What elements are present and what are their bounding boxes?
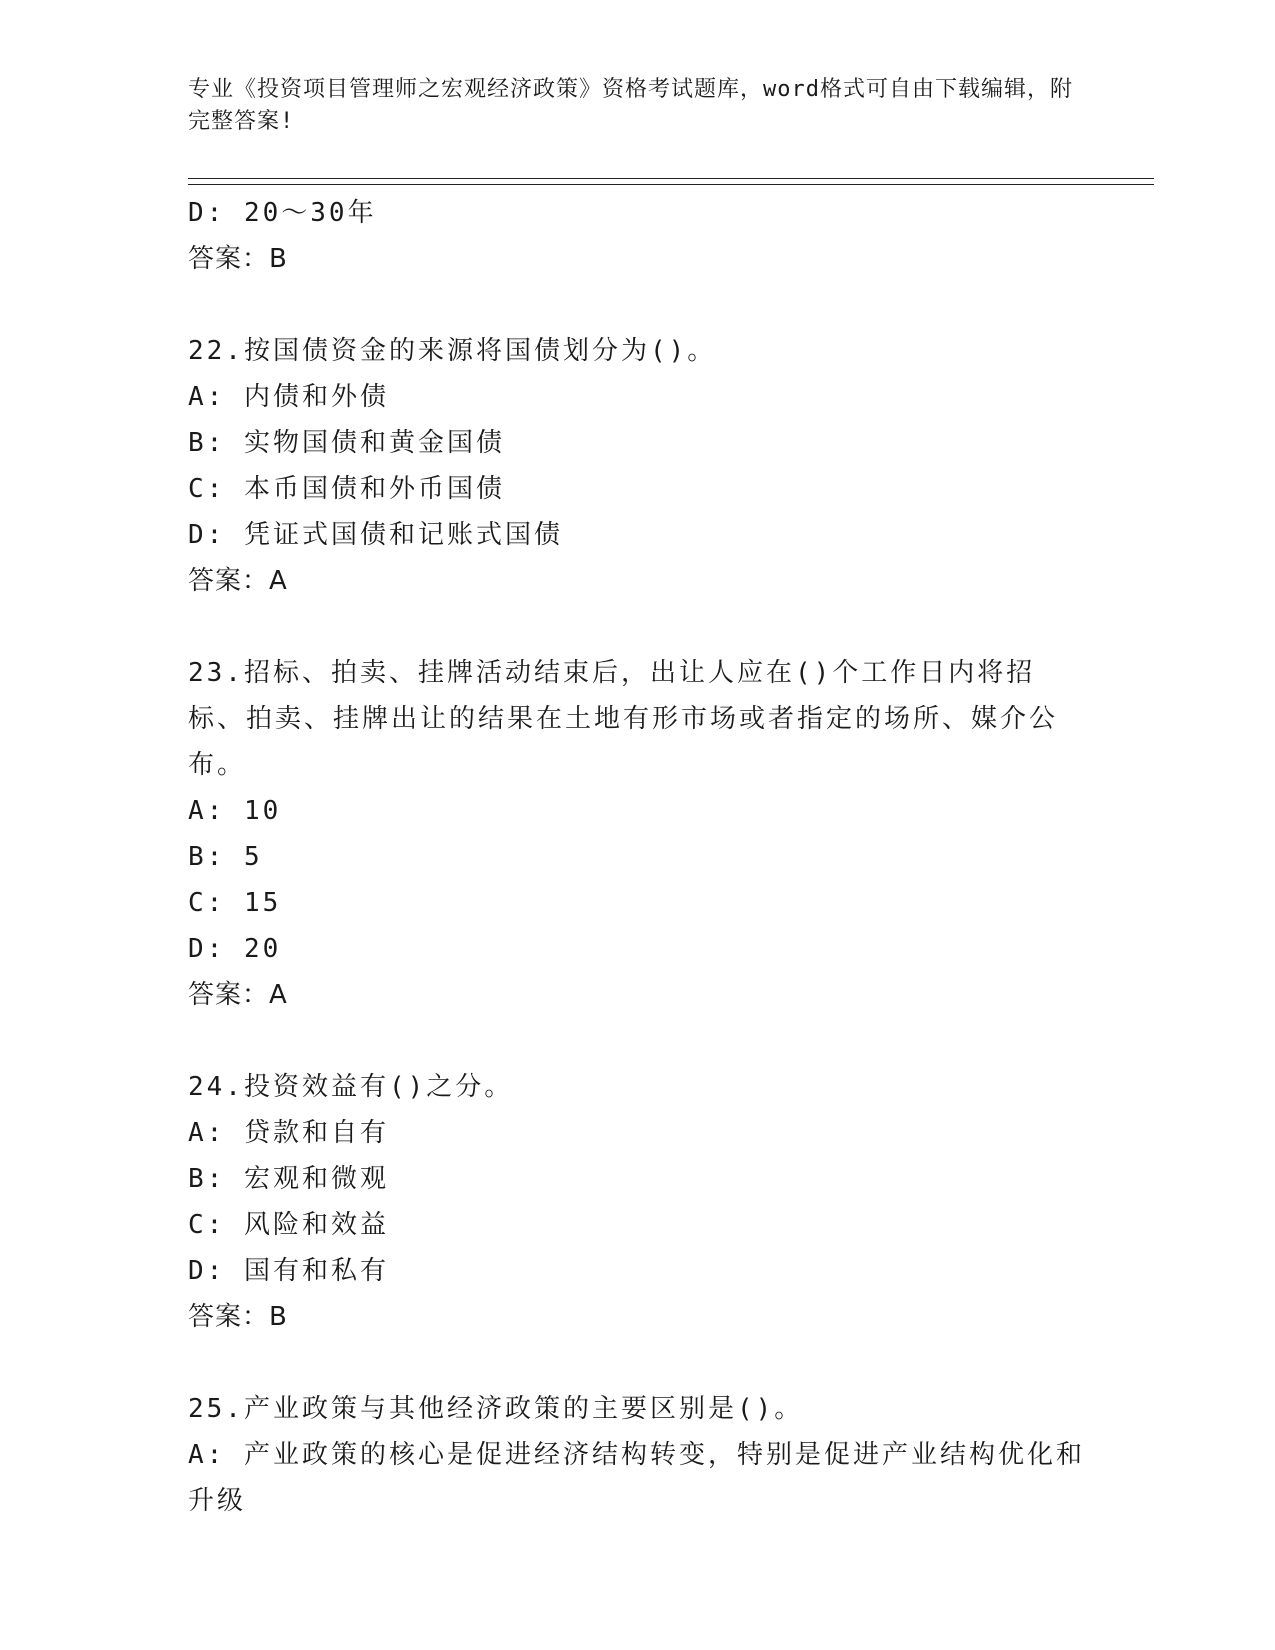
header-divider-top	[188, 178, 1154, 179]
answer: 答案：B	[188, 244, 288, 274]
option-d: D: 国有和私有	[188, 1256, 389, 1286]
question-list	[188, 190, 1148, 1524]
answer: 答案：A	[188, 566, 288, 596]
question-25	[188, 1386, 1148, 1524]
question-stem: 25.产业政策与其他经济政策的主要区别是()。	[188, 1394, 804, 1424]
option-a: A: 10	[188, 796, 282, 826]
question-stem: 22.按国债资金的来源将国债划分为()。	[188, 336, 717, 366]
question-stem: 23.招标、拍卖、挂牌活动结束后，出让人应在()个工作日内将招标、拍卖、挂牌出让的结果在土地有形市场或者指定的场所、媒介公布。	[188, 658, 1059, 780]
option-a: A: 内债和外债	[188, 382, 389, 412]
document-header: 专业《投资项目管理师之宏观经济政策》资格考试题库，word格式可自由下载编辑，附完整答案!	[188, 77, 1073, 134]
question-21-tail	[188, 190, 1148, 282]
question-22	[188, 328, 1148, 604]
question-24	[188, 1064, 1148, 1340]
option-d: D: 20～30年	[188, 198, 377, 228]
option-c: C: 本币国债和外币国债	[188, 474, 505, 504]
answer: 答案：A	[188, 980, 288, 1010]
option-c: C: 风险和效益	[188, 1210, 389, 1240]
question-stem: 24.投资效益有()之分。	[188, 1072, 514, 1102]
option-b: B: 实物国债和黄金国债	[188, 428, 505, 458]
option-d: D: 凭证式国债和记账式国债	[188, 520, 563, 550]
option-a: A: 产业政策的核心是促进经济结构转变，特别是促进产业结构优化和升级	[188, 1440, 1085, 1516]
answer: 答案：B	[188, 1302, 288, 1332]
option-c: C: 15	[188, 888, 282, 918]
option-a: A: 贷款和自有	[188, 1118, 389, 1148]
header-divider-bottom	[188, 184, 1154, 185]
option-b: B: 宏观和微观	[188, 1164, 389, 1194]
option-b: B: 5	[188, 842, 263, 872]
option-d: D: 20	[188, 934, 282, 964]
question-23	[188, 650, 1148, 1018]
